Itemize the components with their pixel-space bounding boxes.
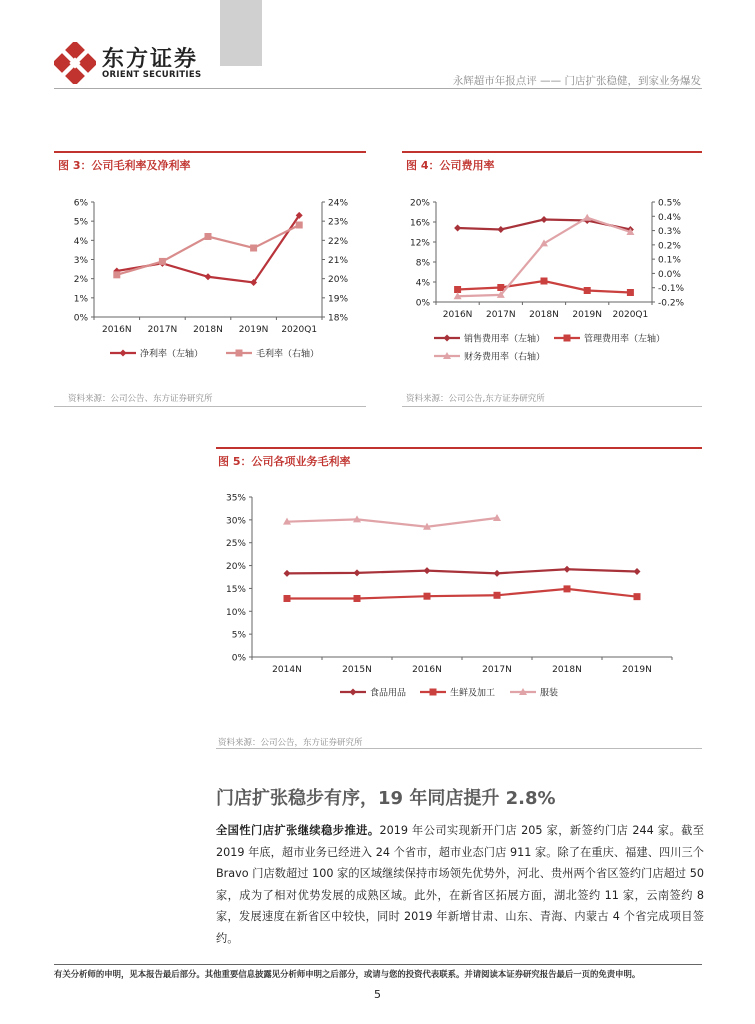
data-point <box>583 214 591 221</box>
legend-label: 管理费用率（左轴） <box>584 334 666 345</box>
legend-item <box>510 687 558 699</box>
data-point <box>541 278 548 285</box>
data-point <box>497 226 504 233</box>
data-point <box>584 287 591 294</box>
series-line <box>287 518 497 527</box>
data-point <box>284 595 291 602</box>
y-tick-label-left: 5% <box>73 217 88 228</box>
data-point <box>497 284 504 291</box>
series-2 <box>113 222 302 279</box>
y-tick-label-left: 10% <box>225 607 246 618</box>
data-point <box>494 592 501 599</box>
series-1 <box>284 566 641 577</box>
legend-label: 净利率（左轴） <box>140 349 204 360</box>
legend-label: 财务费用率（右轴） <box>464 352 546 363</box>
y-tick-label-left: 0% <box>73 313 88 324</box>
y-tick-label-right: 0.3% <box>658 227 681 238</box>
data-point <box>424 567 431 574</box>
y-tick-label-right: 0.5% <box>658 198 681 209</box>
logo-icon <box>54 42 96 84</box>
data-point <box>159 258 166 265</box>
data-point <box>284 570 291 577</box>
data-point <box>564 585 571 592</box>
fig3-chart <box>54 185 366 370</box>
x-tick-label: 2017N <box>482 665 512 675</box>
legend-label: 生鲜及加工 <box>450 688 496 699</box>
legend-item <box>434 351 545 363</box>
fig4-source-rule <box>402 406 702 407</box>
y-tick-label-right: 0.2% <box>658 241 681 252</box>
fig4-chart <box>402 185 702 370</box>
y-tick-label-left: 0% <box>415 298 430 309</box>
data-point <box>113 271 120 278</box>
x-tick-label: 2019N <box>622 665 652 675</box>
y-tick-label-left: 16% <box>409 218 430 229</box>
legend-item <box>554 333 665 345</box>
section-lead: 全国性门店扩张继续稳步推进。 <box>216 824 380 837</box>
fig3-source: 资料来源：公司公告、东方证券研究所 <box>68 394 213 404</box>
legend-item <box>226 348 319 360</box>
y-tick-label-left: 35% <box>225 493 246 504</box>
data-point <box>296 222 303 229</box>
y-tick-label-left: 1% <box>73 294 88 305</box>
data-point <box>354 569 361 576</box>
data-point <box>494 570 501 577</box>
data-point <box>205 233 212 240</box>
legend-item <box>434 333 545 345</box>
legend-marker <box>444 335 451 342</box>
y-tick-label-right: 19% <box>328 294 349 305</box>
y-tick-label-left: 8% <box>415 258 430 269</box>
series-line <box>287 569 637 573</box>
legend-marker <box>236 350 243 357</box>
legend-item <box>110 348 203 360</box>
legend-item <box>420 687 495 699</box>
section-body: 2019 年公司实现新开门店 205 家，新签约门店 244 家。截至 2019 年底，超市业务已经进入 24 个省市，超市业态门店 911 家。除了在重庆、福建、四川三个 Bravo 门店数超过 100 家的区域继续保持市场领先优势外，河北、贵州两个省区签约门店超过 50 家，成为了相对优势发展的成熟区域。此外，在新省区拓展方面，湖北签约 11 家，云南签约 8 家，发展速度在新省区中较快，同时 2019 年新增甘肃、山东、青海、内蒙古 4 个省完成项目签约。 <box>216 824 704 945</box>
y-tick-label-left: 3% <box>73 256 88 266</box>
series-2 <box>454 278 634 297</box>
y-tick-label-right: -0.1% <box>658 284 685 295</box>
fig5-chart <box>216 480 702 702</box>
logo-name-en: ORIENT SECURITIES <box>102 70 202 80</box>
y-tick-label-right: -0.2% <box>658 298 685 309</box>
y-tick-label-right: 18% <box>328 313 349 324</box>
fig5-source: 资料来源：公司公告，东方证券研究所 <box>218 738 363 748</box>
data-point <box>454 286 461 293</box>
y-tick-label-left: 15% <box>225 584 246 595</box>
x-tick-label: 2020Q1 <box>612 310 649 320</box>
series-line <box>117 215 299 282</box>
footer-divider <box>54 964 702 965</box>
y-tick-label-right: 0.1% <box>658 255 681 266</box>
x-tick-label: 2019N <box>572 310 603 320</box>
fig3-title-rule <box>54 151 366 153</box>
x-tick-label: 2016N <box>442 310 473 320</box>
fig4-source: 资料来源：公司公告,东方证券研究所 <box>406 394 545 404</box>
section-heading: 门店扩张稳步有序，19 年同店提升 2.8% <box>216 788 556 809</box>
fig5-source-rule <box>216 748 702 749</box>
fig3-title: 图 3：公司毛利率及净利率 <box>58 159 191 172</box>
x-tick-label: 2020Q1 <box>281 325 318 335</box>
series-1 <box>113 212 302 286</box>
x-tick-label: 2018N <box>529 310 559 320</box>
data-point <box>250 245 257 252</box>
x-tick-label: 2014N <box>272 665 302 675</box>
data-point <box>627 289 634 296</box>
y-tick-label-left: 12% <box>409 238 430 249</box>
legend-marker <box>120 350 127 357</box>
data-point <box>541 216 548 223</box>
y-tick-label-left: 2% <box>73 275 88 286</box>
y-tick-label-right: 21% <box>328 256 349 266</box>
section-paragraph <box>216 820 704 949</box>
y-tick-label-left: 20% <box>409 198 430 209</box>
series-line <box>287 589 637 599</box>
report-subtitle: 永辉超市年报点评 —— 门店扩张稳健，到家业务爆发 <box>452 75 701 87</box>
series-3 <box>454 214 635 300</box>
fig4-title: 图 4：公司费用率 <box>406 159 495 172</box>
data-point <box>564 566 571 573</box>
y-tick-label-right: 0.4% <box>658 212 681 223</box>
data-point <box>354 595 361 602</box>
legend-marker <box>350 689 357 696</box>
x-tick-label: 2017N <box>147 325 178 335</box>
y-tick-label-left: 30% <box>225 516 246 527</box>
y-tick-label-right: 23% <box>328 217 349 228</box>
series-3 <box>283 514 501 530</box>
header-decor-bar <box>220 0 262 66</box>
y-tick-label-right: 22% <box>328 236 349 247</box>
y-tick-label-right: 0.0% <box>658 269 681 280</box>
y-tick-label-left: 0% <box>231 653 246 664</box>
data-point <box>205 273 212 280</box>
x-tick-label: 2018N <box>193 325 223 335</box>
header-divider <box>54 88 702 89</box>
series-line <box>117 225 299 275</box>
fig5-title-rule <box>216 447 702 449</box>
legend-marker <box>564 335 571 342</box>
x-tick-label: 2017N <box>485 310 516 320</box>
fig3-source-rule <box>54 406 366 407</box>
y-tick-label-left: 6% <box>73 198 88 209</box>
y-tick-label-left: 4% <box>415 278 430 289</box>
data-point <box>634 568 641 575</box>
legend-marker <box>430 689 437 696</box>
x-tick-label: 2016N <box>101 325 132 335</box>
x-tick-label: 2015N <box>342 665 372 675</box>
logo-name-cn: 东方证券 <box>102 47 199 72</box>
y-tick-label-left: 4% <box>73 236 88 247</box>
fig5-title: 图 5：公司各项业务毛利率 <box>218 455 351 468</box>
y-tick-label-left: 25% <box>225 539 246 550</box>
x-tick-label: 2016N <box>412 665 442 675</box>
legend-label: 毛利率（右轴） <box>256 349 320 360</box>
x-tick-label: 2018N <box>552 665 582 675</box>
y-tick-label-left: 20% <box>225 562 246 573</box>
legend-label: 食品用品 <box>370 688 407 699</box>
data-point <box>634 593 641 600</box>
data-point <box>424 593 431 600</box>
data-point <box>454 225 461 232</box>
x-tick-label: 2019N <box>238 325 269 335</box>
y-tick-label-left: 5% <box>231 630 246 641</box>
page-number: 5 <box>374 988 381 1001</box>
y-tick-label-right: 24% <box>328 198 349 209</box>
legend-label: 服装 <box>540 688 559 699</box>
legend-label: 销售费用率（左轴） <box>464 334 546 345</box>
series-2 <box>284 585 641 602</box>
fig4-title-rule <box>402 151 702 153</box>
footer-disclaimer: 有关分析师的申明，见本报告最后部分。其他重要信息披露见分析师申明之后部分，或请与您的投资代表联系。并请阅读本证券研究报告最后一页的免责申明。 <box>54 969 641 979</box>
legend-item <box>340 687 406 699</box>
y-tick-label-right: 20% <box>328 275 349 286</box>
